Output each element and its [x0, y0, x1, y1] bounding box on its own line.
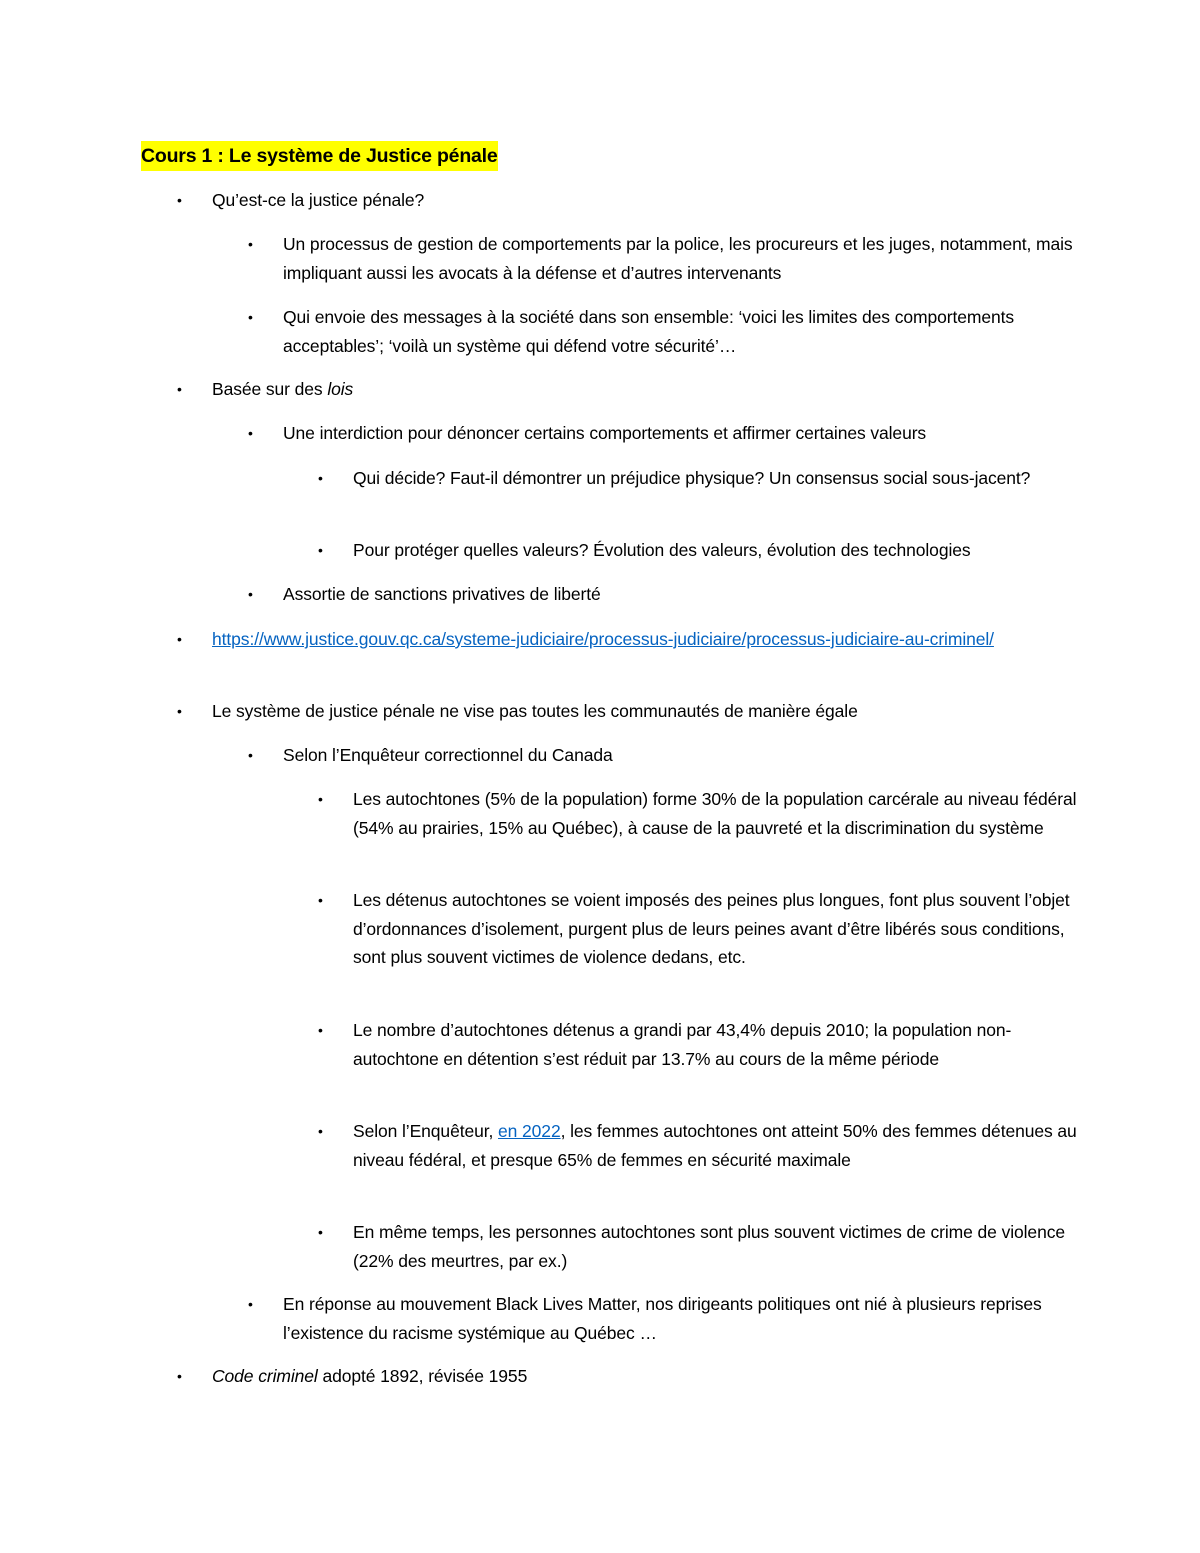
bullet-icon: •: [177, 381, 182, 397]
bullet-icon: •: [318, 542, 323, 558]
list-item-text: En réponse au mouvement Black Lives Matter, nos dirigeants politiques ont nié à plusieurs reprises l’existence du racisme systémique au Québec …: [283, 1294, 1042, 1343]
bullet-icon: •: [177, 631, 182, 647]
list-item-italic: lois: [327, 379, 354, 399]
list-item: [177, 1362, 1082, 1391]
bullet-icon: •: [318, 892, 323, 908]
list-item-text: Qu’est-ce la justice pénale?: [212, 190, 425, 210]
list-item-text: Qui décide? Faut-il démontrer un préjudice physique? Un consensus social sous-jacent?: [353, 468, 1031, 488]
list-item-text: En même temps, les personnes autochtones sont plus souvent victimes de crime de violence (22% des meurtres, par ex.): [353, 1222, 1065, 1271]
list-item-text: adopté 1892, révisée 1955: [317, 1366, 528, 1386]
bullet-icon: •: [177, 703, 182, 719]
list-item: [318, 536, 1083, 565]
list-item-text: Basée sur des: [212, 379, 328, 399]
bullet-icon: •: [177, 192, 182, 208]
list-item-text: Qui envoie des messages à la société dans son ensemble: ‘voici les limites des comportements acceptables’; ‘voilà un système qui défend votre sécurité’…: [283, 307, 1015, 356]
bullet-icon: •: [248, 236, 253, 252]
list-item-text: Assortie de sanctions privatives de liberté: [283, 584, 601, 604]
bullet-icon: •: [318, 470, 323, 486]
bullet-icon: •: [248, 309, 253, 325]
list-item-italic: Code criminel: [212, 1366, 318, 1386]
list-item: [248, 1290, 1083, 1347]
list-item: [248, 580, 1083, 609]
list-item: [248, 230, 1083, 287]
bullet-icon: •: [248, 747, 253, 763]
list-item: [318, 886, 1083, 972]
list-item: [318, 1218, 1083, 1275]
list-item-text: , les femmes autochtones ont atteint 50% des femmes détenues au niveau fédéral, et presque 65% de femmes en sécurité maximale: [353, 1121, 1077, 1170]
bullet-icon: •: [318, 1022, 323, 1038]
bullet-icon: •: [318, 1224, 323, 1240]
bullet-icon: •: [248, 1296, 253, 1312]
list-item: [318, 785, 1083, 842]
list-item-text: Selon l’Enquêteur correctionnel du Canada: [283, 745, 613, 765]
list-item: [177, 186, 1082, 215]
list-item-text: Le nombre d’autochtones détenus a grandi par 43,4% depuis 2010; la population non-autochtone en détention s’est réduit par 13.7% au cours de la même période: [353, 1020, 1012, 1069]
en-2022-link[interactable]: en 2022: [498, 1121, 561, 1141]
list-item-text: Selon l’Enquêteur,: [353, 1121, 499, 1141]
justice-link[interactable]: https://www.justice.gouv.qc.ca/systeme-judiciaire/processus-judiciaire/processus-judiciaire-au-criminel/: [212, 629, 994, 649]
list-item: [248, 419, 1083, 448]
list-item: [318, 464, 1083, 493]
page-title: Cours 1 : Le système de Justice pénale: [141, 141, 498, 171]
bullet-icon: •: [318, 791, 323, 807]
list-item-text: Pour protéger quelles valeurs? Évolution des valeurs, évolution des technologies: [353, 540, 971, 560]
list-item: [318, 1117, 1083, 1174]
list-item: [177, 375, 1082, 404]
list-item: [177, 625, 1057, 654]
list-item-text: Les détenus autochtones se voient imposés des peines plus longues, font plus souvent l’objet d’ordonnances d’isolement, purgent plus de leurs peines avant d’être libérés sous conditions, sont plus souvent victimes de violence dedans, etc.: [353, 890, 1070, 967]
bullet-icon: •: [248, 586, 253, 602]
list-item: [318, 1016, 1083, 1073]
list-item: [248, 741, 1083, 770]
list-item: [177, 697, 1082, 726]
bullet-icon: •: [318, 1123, 323, 1139]
bullet-icon: •: [248, 425, 253, 441]
list-item-text: Le système de justice pénale ne vise pas toutes les communautés de manière égale: [212, 701, 858, 721]
bullet-icon: •: [177, 1368, 182, 1384]
list-item-text: Les autochtones (5% de la population) forme 30% de la population carcérale au niveau fédéral (54% au prairies, 15% au Québec), à cause de la pauvreté et la discrimination du système: [353, 789, 1077, 838]
list-item: [248, 303, 1083, 360]
list-item-text: Une interdiction pour dénoncer certains comportements et affirmer certaines valeurs: [283, 423, 927, 443]
list-item-text: Un processus de gestion de comportements par la police, les procureurs et les juges, notamment, mais impliquant aussi les avocats à la défense et d’autres intervenants: [283, 234, 1073, 283]
